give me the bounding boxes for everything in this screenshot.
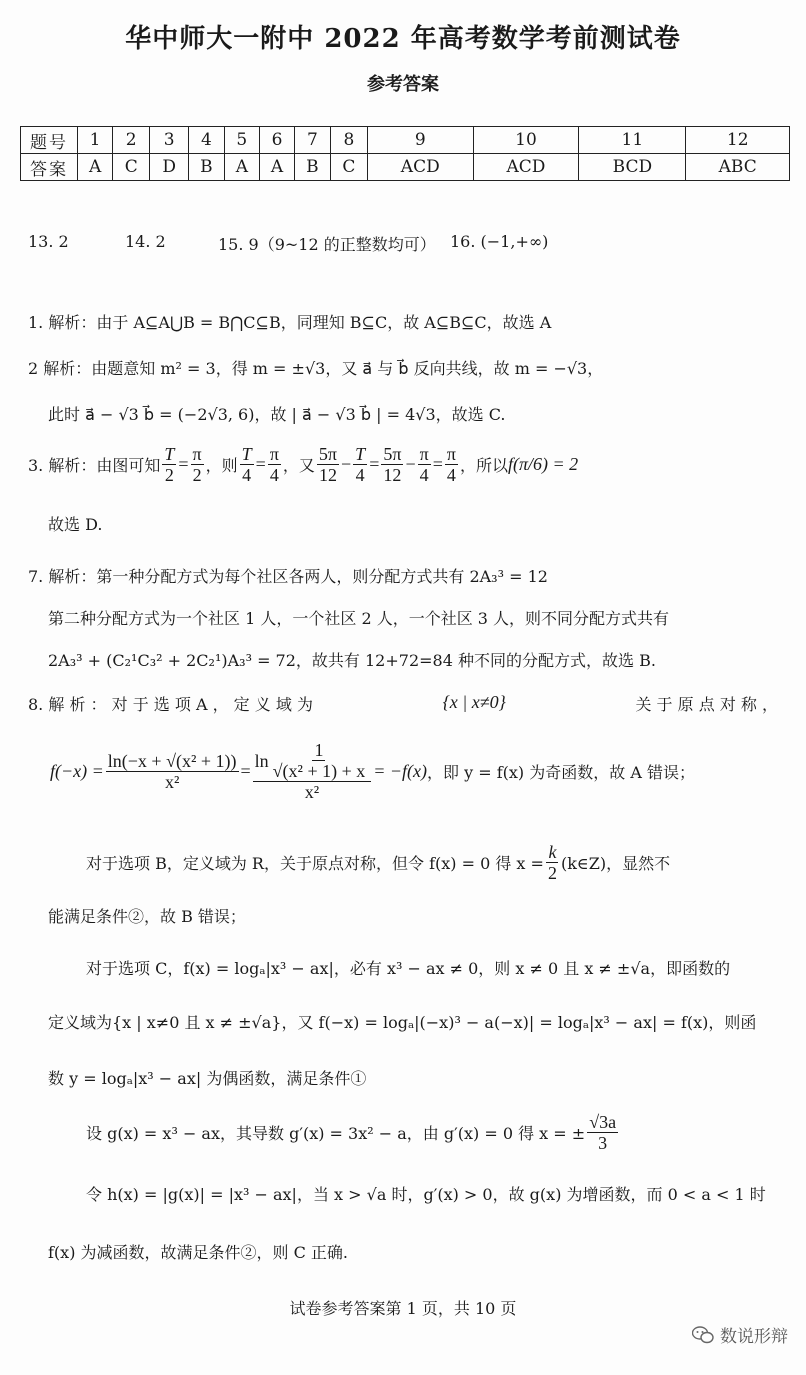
watermark-text: 数说形辩 bbox=[720, 1327, 788, 1347]
neg-f-x: = −f(x) bbox=[373, 760, 428, 781]
question-number: 4 bbox=[189, 127, 225, 154]
answer-cell: A bbox=[259, 154, 294, 181]
solution-7-line-1: 7. 解析：第一种分配方式为每个社区各两人，则分配方式共有 2A₃³ = 12 bbox=[28, 567, 548, 586]
solution-8-header bbox=[28, 692, 778, 715]
question-number: 3 bbox=[150, 127, 189, 154]
fraction-t-over-2 bbox=[162, 444, 176, 485]
option-b-text-tail: (k∈Z)，显然不 bbox=[560, 854, 671, 873]
option-c-line-5: 令 h(x) = |g(x)| = |x³ − ax|，当 x > √a 时，g′(x) > 0，故 g(x) 为增函数，而 0 < a < 1 时 bbox=[86, 1185, 766, 1204]
option-c-line-6: f(x) 为减函数，故满足条件②，则 C 正确. bbox=[48, 1243, 349, 1262]
page-footer: 试卷参考答案第 1 页，共 10 页 bbox=[289, 1299, 517, 1318]
answer-row-label: 答案 bbox=[21, 154, 78, 181]
option-c-line-3: 数 y = logₐ|x³ − ax| 为偶函数，满足条件① bbox=[48, 1069, 367, 1088]
fill-answer-13: 13. 2 bbox=[28, 232, 69, 251]
solution-8-header-tail: 关 于 原 点 对 称 ， bbox=[635, 695, 778, 714]
minus-sign: − bbox=[405, 454, 416, 474]
answer-cell: A bbox=[78, 154, 113, 181]
answer-cell: C bbox=[113, 154, 150, 181]
answer-cell: A bbox=[224, 154, 259, 181]
fraction-denominator: 4 bbox=[242, 465, 252, 485]
solution-8-header-text: 8. 解 析 ： 对 于 选 项 A ， 定 义 域 为 bbox=[28, 695, 313, 714]
f-neg-x: f(−x) = bbox=[50, 760, 104, 781]
fraction-denominator: 2 bbox=[192, 465, 202, 485]
page-title: 华中师大一附中 2022 年高考数学考前测试卷 bbox=[125, 24, 681, 54]
fraction-sqrt3a-over-3 bbox=[587, 1112, 618, 1153]
fraction-denominator: 4 bbox=[355, 465, 365, 485]
fraction-numerator: π bbox=[446, 444, 456, 464]
fraction-denominator: 12 bbox=[318, 465, 337, 485]
option-c-line-1: 对于选项 C，f(x) = logₐ|x³ − ax|，必有 x³ − ax ≠ 0，则 x ≠ 0 且 x ≠ ±√a，即函数的 bbox=[86, 959, 731, 978]
solution-2-line-2: 此时 a⃗ − √3 b⃗ = (−2√3, 6)，故 | a⃗ − √3 b⃗ | = 4√3，故选 C. bbox=[48, 405, 506, 424]
solution-2-line-1: 2 解析：由题意知 m² = 3，得 m = ±√3，又 a⃗ 与 b⃗ 反向共线，故 m = −√3， bbox=[28, 359, 604, 378]
fraction-numerator: k bbox=[548, 842, 557, 862]
solution-3-intro: 3. 解析：由图可知 bbox=[28, 456, 161, 475]
fraction-numerator: T bbox=[355, 444, 366, 464]
fraction-ln-over-x2 bbox=[106, 751, 239, 792]
fraction-denominator: x² bbox=[164, 771, 180, 792]
solution-3-line-1 bbox=[28, 444, 578, 485]
question-number: 8 bbox=[330, 127, 367, 154]
answer-cell: ACD bbox=[367, 154, 473, 181]
question-number: 11 bbox=[579, 127, 686, 154]
option-c-line-2: 定义域为{x | x≠0 且 x ≠ ±√a}，又 f(−x) = logₐ|(−x)³ − a(−x)| = logₐ|x³ − ax| = f(x)，则函 bbox=[48, 1013, 757, 1032]
fraction-pi-over-4 bbox=[418, 444, 431, 485]
fraction-denominator: 4 bbox=[446, 465, 456, 485]
solution-3-also: ，又 bbox=[282, 456, 315, 475]
fraction-5pi-over-12 bbox=[381, 444, 403, 485]
question-number: 1 bbox=[78, 127, 113, 154]
option-b-line-1 bbox=[86, 842, 670, 883]
wechat-icon bbox=[692, 1326, 714, 1344]
fraction-k-over-2 bbox=[546, 842, 559, 883]
equals-sign: = bbox=[178, 454, 189, 474]
answer-table bbox=[20, 126, 790, 181]
fraction-reciprocal bbox=[271, 740, 368, 781]
question-number: 6 bbox=[259, 127, 294, 154]
answer-cell: ACD bbox=[473, 154, 579, 181]
question-number: 12 bbox=[686, 127, 790, 154]
fraction-numerator: π bbox=[192, 444, 202, 464]
page-subtitle: 参考答案 bbox=[367, 74, 439, 95]
fraction-t-over-4 bbox=[240, 444, 254, 485]
fill-answer-14: 14. 2 bbox=[125, 232, 166, 251]
option-c-line-4 bbox=[86, 1112, 620, 1153]
fraction-pi-over-4 bbox=[268, 444, 281, 485]
odd-function-conclusion: ，即 y = f(x) 为奇函数，故 A 错误； bbox=[427, 762, 695, 782]
answer-cell: B bbox=[189, 154, 225, 181]
equals-sign: = bbox=[432, 454, 443, 474]
answer-cell: B bbox=[295, 154, 331, 181]
question-number: 7 bbox=[295, 127, 331, 154]
fraction-pi-over-2 bbox=[191, 444, 204, 485]
solution-3-so: ，所以 bbox=[459, 456, 508, 475]
fraction-denominator: √(x² + 1) + x bbox=[272, 761, 366, 781]
fraction-pi-over-4 bbox=[445, 444, 458, 485]
answer-table-number-row bbox=[21, 127, 790, 154]
option-b-line-2: 能满足条件②，故 B 错误； bbox=[48, 907, 246, 926]
fraction-numerator: T bbox=[241, 444, 252, 464]
fraction-denominator: 2 bbox=[547, 863, 557, 883]
fraction-denominator: 4 bbox=[419, 465, 429, 485]
question-number: 5 bbox=[224, 127, 259, 154]
solution-7-line-2: 第二种分配方式为一个社区 1 人，一个社区 2 人，一个社区 3 人，则不同分配方式共有 bbox=[48, 609, 670, 628]
fraction-t-over-4 bbox=[353, 444, 367, 485]
answer-cell: ABC bbox=[686, 154, 790, 181]
fraction-numerator: π bbox=[419, 444, 429, 464]
equals-sign: = bbox=[369, 454, 380, 474]
answer-cell: C bbox=[330, 154, 367, 181]
question-number: 10 bbox=[473, 127, 579, 154]
solution-1: 1. 解析：由于 A⊆A⋃B = B⋂C⊆B，同理知 B⊆C，故 A⊆B⊆C，故选 A bbox=[28, 313, 552, 332]
fraction-numerator: T bbox=[164, 444, 175, 464]
answer-cell: D bbox=[150, 154, 189, 181]
solution-7-line-3: 2A₃³ + (C₂¹C₃² + 2C₂¹)A₃³ = 72，故共有 12+72=84 种不同的分配方式，故选 B. bbox=[48, 651, 656, 670]
fraction-numerator: √3a bbox=[589, 1112, 617, 1132]
equals-sign: = bbox=[255, 454, 266, 474]
fill-answer-16: 16. (−1,+∞) bbox=[450, 232, 549, 251]
fraction-denominator: 2 bbox=[164, 465, 174, 485]
fraction-denominator: 4 bbox=[269, 465, 279, 485]
odd-function-equation bbox=[50, 740, 695, 802]
f-pi-over-6-equation: f(π/6) = 2 bbox=[507, 454, 579, 474]
option-b-text: 对于选项 B，定义域为 R，关于原点对称，但令 f(x) = 0 得 x = bbox=[86, 854, 544, 873]
ln-label: ln bbox=[254, 750, 269, 771]
minus-sign: − bbox=[341, 454, 352, 474]
fraction-numerator: 5π bbox=[383, 444, 402, 464]
solution-3-then: ，则 bbox=[205, 456, 238, 475]
answer-cell: BCD bbox=[579, 154, 686, 181]
fraction-numerator: π bbox=[269, 444, 279, 464]
domain-set: {x | x≠0} bbox=[442, 692, 506, 712]
answer-table-answer-row bbox=[21, 154, 790, 181]
fraction-5pi-over-12 bbox=[317, 444, 339, 485]
number-row-label: 题号 bbox=[21, 127, 78, 154]
derivative-text: 设 g(x) = x³ − ax，其导数 g′(x) = 3x² − a，由 g′(x) = 0 得 x = ± bbox=[86, 1124, 586, 1143]
fraction-numerator: 1 bbox=[314, 740, 324, 760]
fraction-numerator: 5π bbox=[318, 444, 338, 464]
fill-answer-15: 15. 9（9~12 的正整数均可） bbox=[218, 235, 436, 254]
equals-sign: = bbox=[240, 760, 251, 781]
fraction-denominator: 12 bbox=[383, 465, 402, 485]
fraction-numerator bbox=[253, 740, 372, 782]
fraction-ln-reciprocal-over-x2 bbox=[253, 740, 372, 802]
question-number: 9 bbox=[367, 127, 473, 154]
solution-3-line-2: 故选 D. bbox=[48, 515, 103, 534]
fraction-denominator: 3 bbox=[598, 1133, 608, 1153]
fraction-numerator: ln(−x + √(x² + 1)) bbox=[107, 750, 237, 771]
fraction-denominator: x² bbox=[304, 782, 320, 802]
watermark bbox=[692, 1322, 788, 1347]
question-number: 2 bbox=[113, 127, 150, 154]
